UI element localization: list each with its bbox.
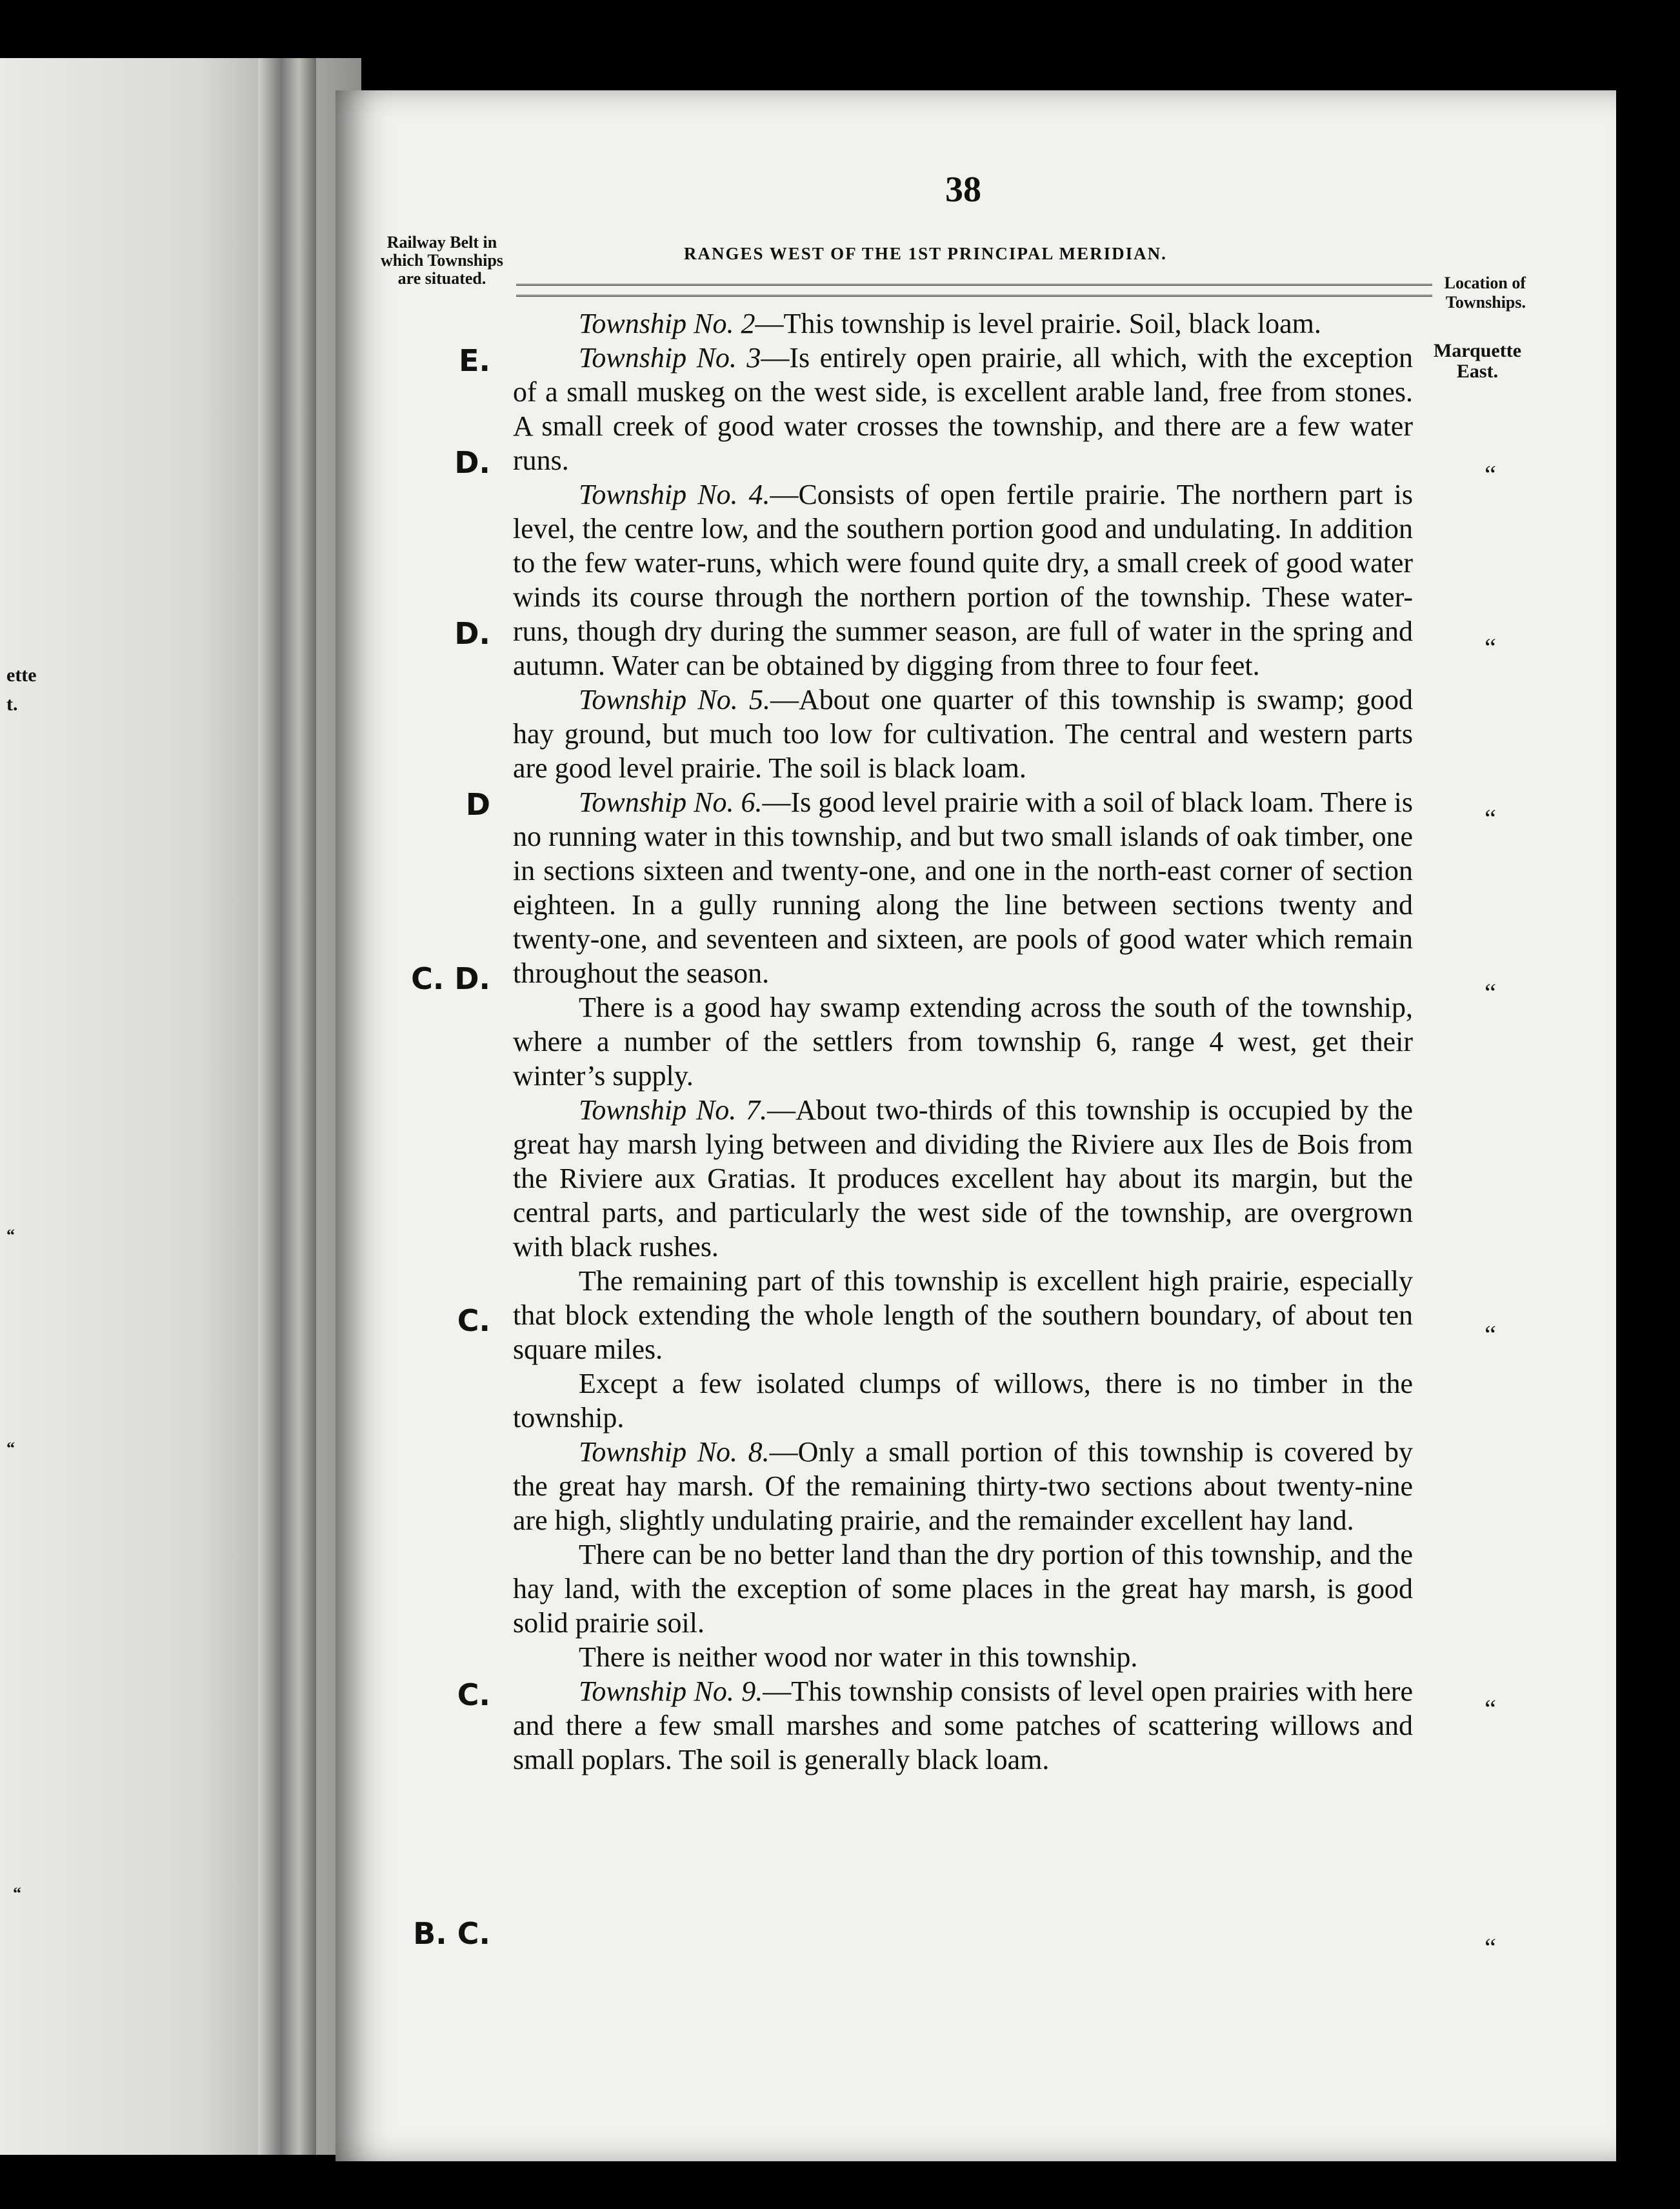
ditto-mark: “ [1485,1694,1496,1723]
paragraph-text: There is neither wood nor water in this township. [579,1641,1138,1673]
facing-page-fragment: “ [13,1884,21,1903]
paragraph [513,1674,1413,1777]
paragraph [513,1640,1413,1674]
paragraph [513,1435,1413,1537]
paragraph-text: —This township consists of level open prairies with here and there a few small marshes and some patches of scattering willows and small poplars. The soil is generally black loam. [513,1675,1413,1775]
paragraph-text: There is a good hay swamp extending across the south of the township, where a number of the settlers from township 6, range 4 west, get their winter’s supply. [513,992,1413,1092]
paragraph [513,341,1413,477]
paragraph [513,683,1413,785]
railway-belt-letter: C. [457,1303,490,1338]
railway-belt-letter: C. D. [411,961,490,996]
railway-belt-letter: E. [459,343,490,378]
facing-page-fragment: t. [6,694,18,715]
paragraph [513,1366,1413,1435]
paragraph-text: —Is good level prairie with a soil of black loam. There is no running water in this township, and but two small islands of oak timber, one in sections sixteen and twenty-one, and one in the north-east corner of section eighteen. In a gully running along the line between sections twenty and twenty-one, and seventeen and sixteen, are pools of good water which remain throughout the season. [513,786,1413,989]
township-label: Township No. 9. [579,1675,763,1707]
ditto-mark: “ [1485,804,1496,833]
township-label: Township No. 3 [579,342,761,374]
railway-belt-letter: D. [454,445,490,480]
railway-belt-letter: D [465,787,490,822]
facing-page-fragment: ette [6,665,37,686]
ditto-mark: “ [1485,633,1496,662]
paragraph [513,785,1413,990]
railway-belt-heading: Railway Belt in which Townships are situated. [380,233,504,288]
township-label: Township No. 8. [579,1436,770,1468]
facing-page-fragment: “ [6,1226,15,1244]
book-gutter [258,58,316,2155]
page-number: 38 [945,170,981,210]
railway-belt-letter: D. [454,616,490,651]
ditto-mark: “ [1485,978,1496,1007]
ditto-mark: “ [1485,460,1496,489]
paragraph-text: There can be no better land than the dry portion of this township, and the hay land, with the exception of some places in the great hay marsh, is good solid prairie soil. [513,1539,1413,1639]
township-label: Township No. 4. [579,479,770,510]
body-text [513,306,1413,1777]
facing-page [0,58,361,2155]
paragraph [513,477,1413,683]
paragraph-text: —About two-thirds of this township is occupied by the great hay marsh lying between and dividing the Riviere aux Iles de Bois from the Riviere aux Gratias. It produces excellent hay about its margin, but the central parts, and particularly the west side of the township, are overgrown with black rushes. [513,1094,1413,1263]
township-label: Township No. 5. [579,684,770,715]
meridian-label: Marquette East. [1433,340,1522,382]
paragraph-text: —Is entirely open prairie, all which, with the exception of a small muskeg on the west side, is excellent arable land, free from stones. A small creek of good water crosses the township, and there are a few water runs. [513,342,1413,476]
township-label: Township No. 7. [579,1094,768,1126]
paragraph-text: —Consists of open fertile prairie. The northern part is level, the centre low, and the southern portion good and undulating. In addition to the few water-runs, which were found quite dry, a small creek of good water winds its course through the northern portion of the township. These water-runs, though dry during the summer season, are full of water in the spring and autumn. Water can be obtained by digging from three to four feet. [513,479,1413,681]
paragraph-text: —About one quarter of this township is swamp; good hay ground, but much too low for cultivation. The central and western parts are good level prairie. The soil is black loam. [513,684,1413,784]
paragraph-text: Except a few isolated clumps of willows, there is no timber in the township. [513,1368,1413,1434]
ditto-mark: “ [1485,1320,1496,1349]
railway-belt-letter: B. C. [413,1916,490,1951]
township-label: Township No. 6. [579,786,763,818]
paragraph [513,990,1413,1093]
location-heading: Location of Townships. [1444,274,1526,312]
paragraph-text: —Only a small portion of this township is covered by the great hay marsh. Of the remaining thirty-two sections about twenty-nine are high, slightly undulating prairie, and the remainder excellent hay land. [513,1436,1413,1536]
township-label: Township No. 2 [579,308,755,339]
paragraph [513,306,1413,341]
paragraph-text: The remaining part of this township is excellent high prairie, especially that block extending the whole length of the southern boundary, of about ten square miles. [513,1265,1413,1365]
running-head: RANGES WEST OF THE 1ST PRINCIPAL MERIDIAN. [684,244,1167,263]
paragraph [513,1093,1413,1264]
paragraph-text: —This township is level prairie. Soil, black loam. [755,308,1321,339]
ditto-mark: “ [1485,1933,1496,1962]
paragraph [513,1537,1413,1640]
railway-belt-letter: C. [457,1677,490,1712]
paragraph [513,1264,1413,1366]
facing-page-fragment: “ [6,1439,15,1457]
header-rule [516,284,1432,297]
